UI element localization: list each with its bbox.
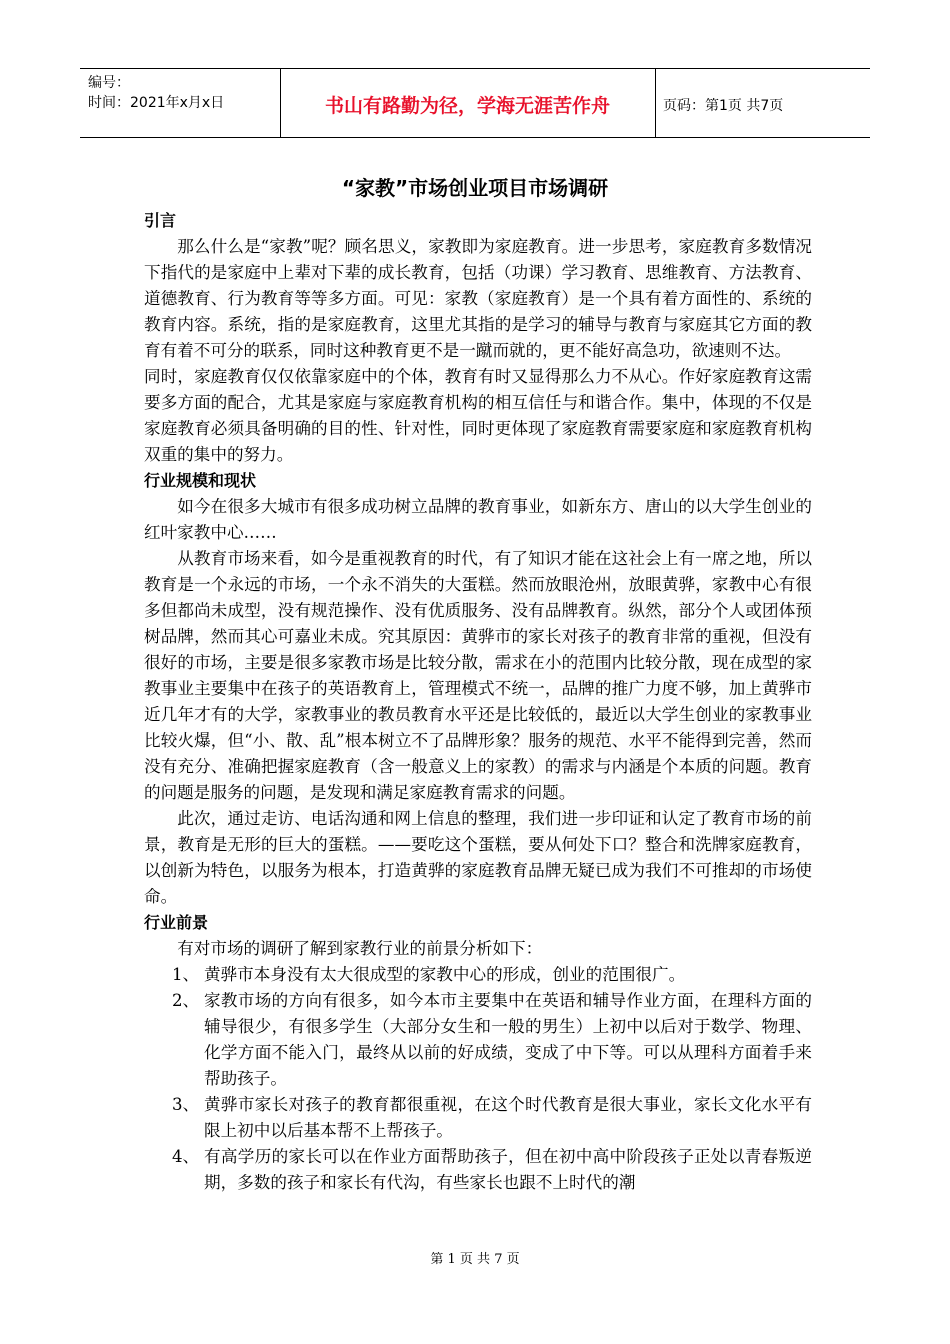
- page-footer: 第 1 页 共 7 页: [430, 1252, 520, 1267]
- header-meta: [88, 73, 288, 113]
- document-body: [144, 208, 812, 1196]
- header-divider: [655, 69, 656, 137]
- date-label: 时间：2021年x月x日: [88, 95, 225, 111]
- list-number: 3、: [172, 1095, 200, 1114]
- list-number: 4、: [172, 1147, 200, 1166]
- list-item: [144, 1092, 812, 1144]
- list-item: [144, 962, 812, 988]
- section-heading-intro: 引言: [144, 211, 177, 230]
- section-heading-status: 行业规模和现状: [144, 471, 257, 490]
- page-header: [80, 68, 870, 138]
- list-item: [144, 988, 812, 1092]
- header-motto: 书山有路勤为径，学海无涯苦作舟: [324, 95, 610, 117]
- paragraph: 从教育市场来看，如今是重视教育的时代，有了知识才能在这社会上有一席之地，所以教育是一个永远的市场，一个永不消失的大蛋糕。然而放眼沧州，放眼黄骅，家教中心有很多但都尚未成型，没有规范操作、没有优质服务、没有品牌教育。纵然，部分个人或团体预树品牌，然而其心可嘉业未成。究其原因：黄骅市的家长对孩子的教育非常的重视，但没有很好的市场，主要是很多家教市场是比较分散，需求在小的范围内比较分散，现在成型的家教事业主要集中在孩子的英语教育上，管理模式不统一，品牌的推广力度不够，加上黄骅市近几年才有的大学，家教事业的教员教育水平还是比较低的，最近以大学生创业的家教事业比较火爆，但“小、散、乱”根本树立不了品牌形象？服务的规范、水平不能得到完善，然而没有充分、准确把握家庭教育（含一般意义上的家教）的需求与内涵是个本质的问题。教育的问题是服务的问题，是发现和满足家庭教育需求的问题。: [144, 549, 812, 802]
- list-item: [144, 1144, 812, 1196]
- header-page-number: 页码：第1页 共7页: [663, 98, 784, 114]
- list-number: 1、: [172, 965, 200, 984]
- list-text: 黄骅市本身没有太大很成型的家教中心的形成，创业的范围很广。: [204, 965, 686, 984]
- section-heading-prospect: 行业前景: [144, 913, 209, 932]
- paragraph: 同时，家庭教育仅仅依靠家庭中的个体，教育有时又显得那么力不从心。作好家庭教育这需要多方面的配合，尤其是家庭与家庭教育机构的相互信任与和谐合作。集中，体现的不仅是家庭教育必须具备明确的目的性、针对性，同时更体现了家庭教育需要家庭和家庭教育机构双重的集中的努力。: [144, 367, 812, 464]
- paragraph: 此次，通过走访、电话沟通和网上信息的整理，我们进一步印证和认定了教育市场的前景，教育是无形的巨大的蛋糕。——要吃这个蛋糕，要从何处下口？整合和洗牌家庭教育，以创新为特色，以服务为根本，打造黄骅的家庭教育品牌无疑已成为我们不可推却的市场使命。: [144, 809, 812, 906]
- paragraph: 如今在很多大城市有很多成功树立品牌的教育事业，如新东方、唐山的以大学生创业的红叶家教中心……: [144, 497, 812, 542]
- list-text: 有高学历的家长可以在作业方面帮助孩子，但在初中高中阶段孩子正处以青春叛逆期，多数的孩子和家长有代沟，有些家长也跟不上时代的潮: [204, 1147, 812, 1192]
- serial-label: 编号：: [88, 75, 130, 91]
- list-text: 家教市场的方向有很多，如今本市主要集中在英语和辅导作业方面，在理科方面的辅导很少，有很多学生（大部分女生和一般的男生）上初中以后对于数学、物理、化学方面不能入门，最终从以前的好成绩，变成了中下等。可以从理科方面着手来帮助孩子。: [204, 991, 812, 1088]
- list-text: 黄骅市家长对孩子的教育都很重视，在这个时代教育是很大事业，家长文化水平有限上初中以后基本帮不上帮孩子。: [204, 1095, 812, 1140]
- document-title: “家教”市场创业项目市场调研: [341, 176, 609, 200]
- paragraph: 那么什么是“家教”呢？顾名思义，家教即为家庭教育。进一步思考，家庭教育多数情况下指代的是家庭中上辈对下辈的成长教育，包括（功课）学习教育、思维教育、方法教育、道德教育、行为教育等等多方面。可见：家教（家庭教育）是一个具有着方面性的、系统的教育内容。系统，指的是家庭教育，这里尤其指的是学习的辅导与教育与家庭其它方面的教育有着不可分的联系，同时这种教育更不是一蹴而就的，更不能好高急功，欲速则不达。: [144, 237, 812, 360]
- paragraph: 有对市场的调研了解到家教行业的前景分析如下：: [177, 939, 543, 958]
- list-number: 2、: [172, 991, 200, 1010]
